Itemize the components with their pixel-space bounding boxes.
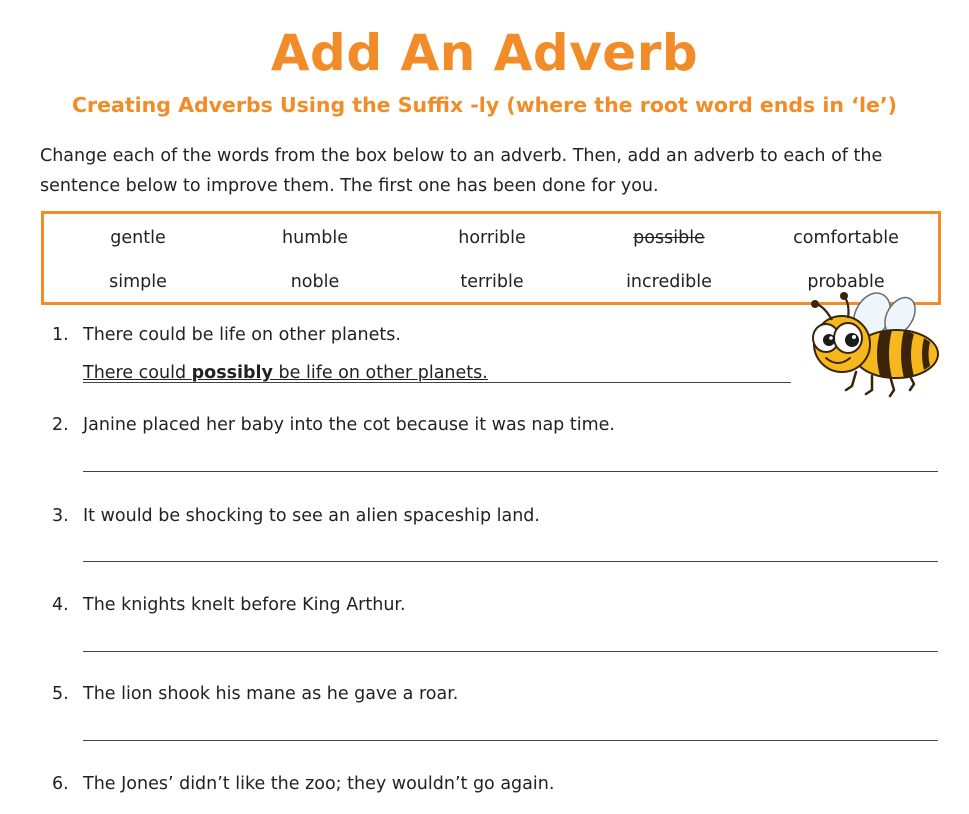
word-incredible: incredible [626,272,712,292]
answer-line-3[interactable] [83,561,938,562]
question-number: 4. [52,595,69,615]
question-number: 5. [52,684,69,704]
question-text: Janine placed her baby into the cot because it was nap time. [83,415,615,435]
word-humble: humble [282,228,348,248]
worksheet-title: Add An Adverb [270,24,699,82]
word-simple: simple [109,272,167,292]
question-2 [52,413,615,437]
question-5 [52,682,458,706]
answer-line-2[interactable] [83,471,938,472]
answer-line-1[interactable] [83,382,791,383]
word-horrible: horrible [458,228,526,248]
word-gentle: gentle [110,228,166,248]
question-text: The Jones’ didn’t like the zoo; they wouldn’t go again. [83,774,555,794]
worksheet-subtitle: Creating Adverbs Using the Suffix -ly (where the root word ends in ‘le’) [71,93,898,117]
question-text: There could be life on other planets. [83,325,401,345]
question-text: The lion shook his mane as he gave a roar. [83,684,459,704]
question-3 [52,504,540,528]
answer-line-5[interactable] [83,740,938,741]
word-possible-struck: possible [633,228,705,248]
question-text: It would be shocking to see an alien spaceship land. [83,506,540,526]
answer-line-4[interactable] [83,651,938,652]
instructions-line-1: Change each of the words from the box below to an adverb. Then, add an adverb to each of the [40,146,883,166]
example-answer-end: be life on other planets. [272,363,488,383]
question-number: 1. [52,325,69,345]
instructions-line-2: sentence below to improve them. The first one has been done for you. [40,176,659,196]
example-adverb: possibly [191,363,273,383]
word-probable: probable [807,272,885,292]
word-terrible: terrible [460,272,524,292]
question-number: 3. [52,506,69,526]
instructions [40,141,945,201]
word-noble: noble [290,272,340,292]
question-number: 2. [52,415,69,435]
question-4 [52,593,406,617]
word-comfortable: comfortable [793,228,899,248]
example-answer-start: There could [83,363,192,383]
bee-icon [796,290,946,400]
question-number: 6. [52,774,69,794]
question-text: The knights knelt before King Arthur. [83,595,406,615]
question-6 [52,772,554,796]
question-1 [52,323,401,347]
